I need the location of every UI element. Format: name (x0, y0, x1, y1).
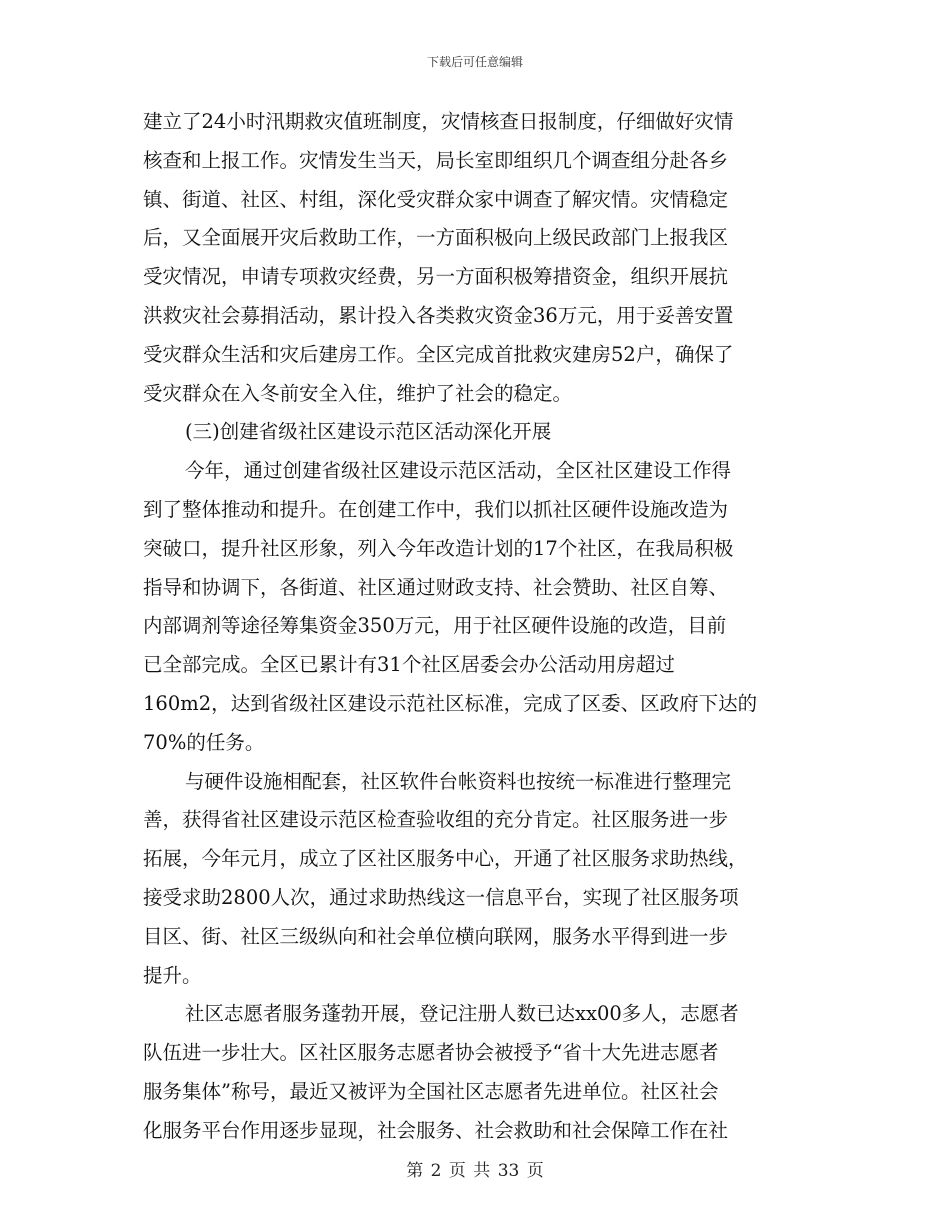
text-line: 接受求助2800人次，通过求助热线这一信息平台，实现了社区服务项 (143, 885, 739, 909)
text-line: 160m2，达到省级社区建设示范社区标准，完成了区委、区政府下达的 (143, 691, 758, 715)
text-line: 到了整体推动和提升。在创建工作中，我们以抓社区硬件设施改造为 (143, 497, 729, 521)
text-line: 镇、街道、社区、村组，深化受灾群众家中调查了解灾情。灾情稳定 (143, 187, 729, 211)
text-line: 目区、街、社区三级纵向和社会单位横向联网，服务水平得到进一步 (143, 924, 729, 948)
text-line: 拓展，今年元月，成立了区社区服务中心，开通了社区服务求助热线， (143, 847, 748, 871)
text-line: 突破口，提升社区形象，列入今年改造计划的17个社区，在我局积极 (143, 536, 734, 560)
text-line: 受灾群众在入冬前安全入住，维护了社会的稳定。 (143, 381, 573, 405)
paragraph-start-line: 今年，通过创建省级社区建设示范区活动，全区社区建设工作得 (185, 459, 732, 483)
text-line: 指导和协调下，各街道、社区通过财政支持、社会赞助、社区自筹、 (143, 575, 729, 599)
text-line: 核查和上报工作。灾情发生当天，局长室即组织几个调查组分赴各乡 (143, 148, 729, 172)
paragraph-start-line: 社区志愿者服务蓬勃开展，登记注册人数已达xx00多人，志愿者 (185, 1002, 739, 1026)
paragraph-start-line: 与硬件设施相配套，社区软件台帐资料也按统一标准进行整理完 (185, 769, 732, 793)
text-line: 队伍进一步壮大。区社区服务志愿者协会被授予“省十大先进志愿者 (143, 1041, 719, 1065)
text-line: 后，又全面展开灾后救助工作，一方面积极向上级民政部门上报我区 (143, 226, 729, 250)
document-body (143, 103, 811, 1151)
text-line: 受灾情况，申请专项救灾经费，另一方面积极筹措资金，组织开展抗 (143, 265, 729, 289)
page-footer: 第 2 页 共 33 页 (406, 1161, 544, 1181)
text-line: 内部调剂等途径筹集资金350万元，用于社区硬件设施的改造，目前 (143, 614, 727, 638)
text-line: 化服务平台作用逐步显现，社会服务、社会救助和社会保障工作在社 (143, 1118, 729, 1142)
text-line: 70%的任务。 (143, 730, 265, 754)
text-line: 善，获得省社区建设示范区检查验收组的充分肯定。社区服务进一步 (143, 808, 729, 832)
text-line: 提升。 (143, 963, 202, 987)
page-header: 下载后可任意编辑 (426, 55, 523, 69)
text-line: 已全部完成。全区已累计有31个社区居委会办公活动用房超过 (143, 653, 675, 677)
text-line: 洪救灾社会募捐活动，累计投入各类救灾资金36万元，用于妥善安置 (143, 303, 734, 327)
section-heading: (三)创建省级社区建设示范区活动深化开展 (185, 420, 552, 444)
text-line: 服务集体”称号，最近又被评为全国社区志愿者先进单位。社区社会 (143, 1079, 719, 1103)
text-line: 建立了24小时汛期救灾值班制度，灾情核查日报制度，仔细做好灾情 (143, 110, 734, 133)
text-line: 受灾群众生活和灾后建房工作。全区完成首批救灾建房52户，确保了 (143, 342, 734, 366)
